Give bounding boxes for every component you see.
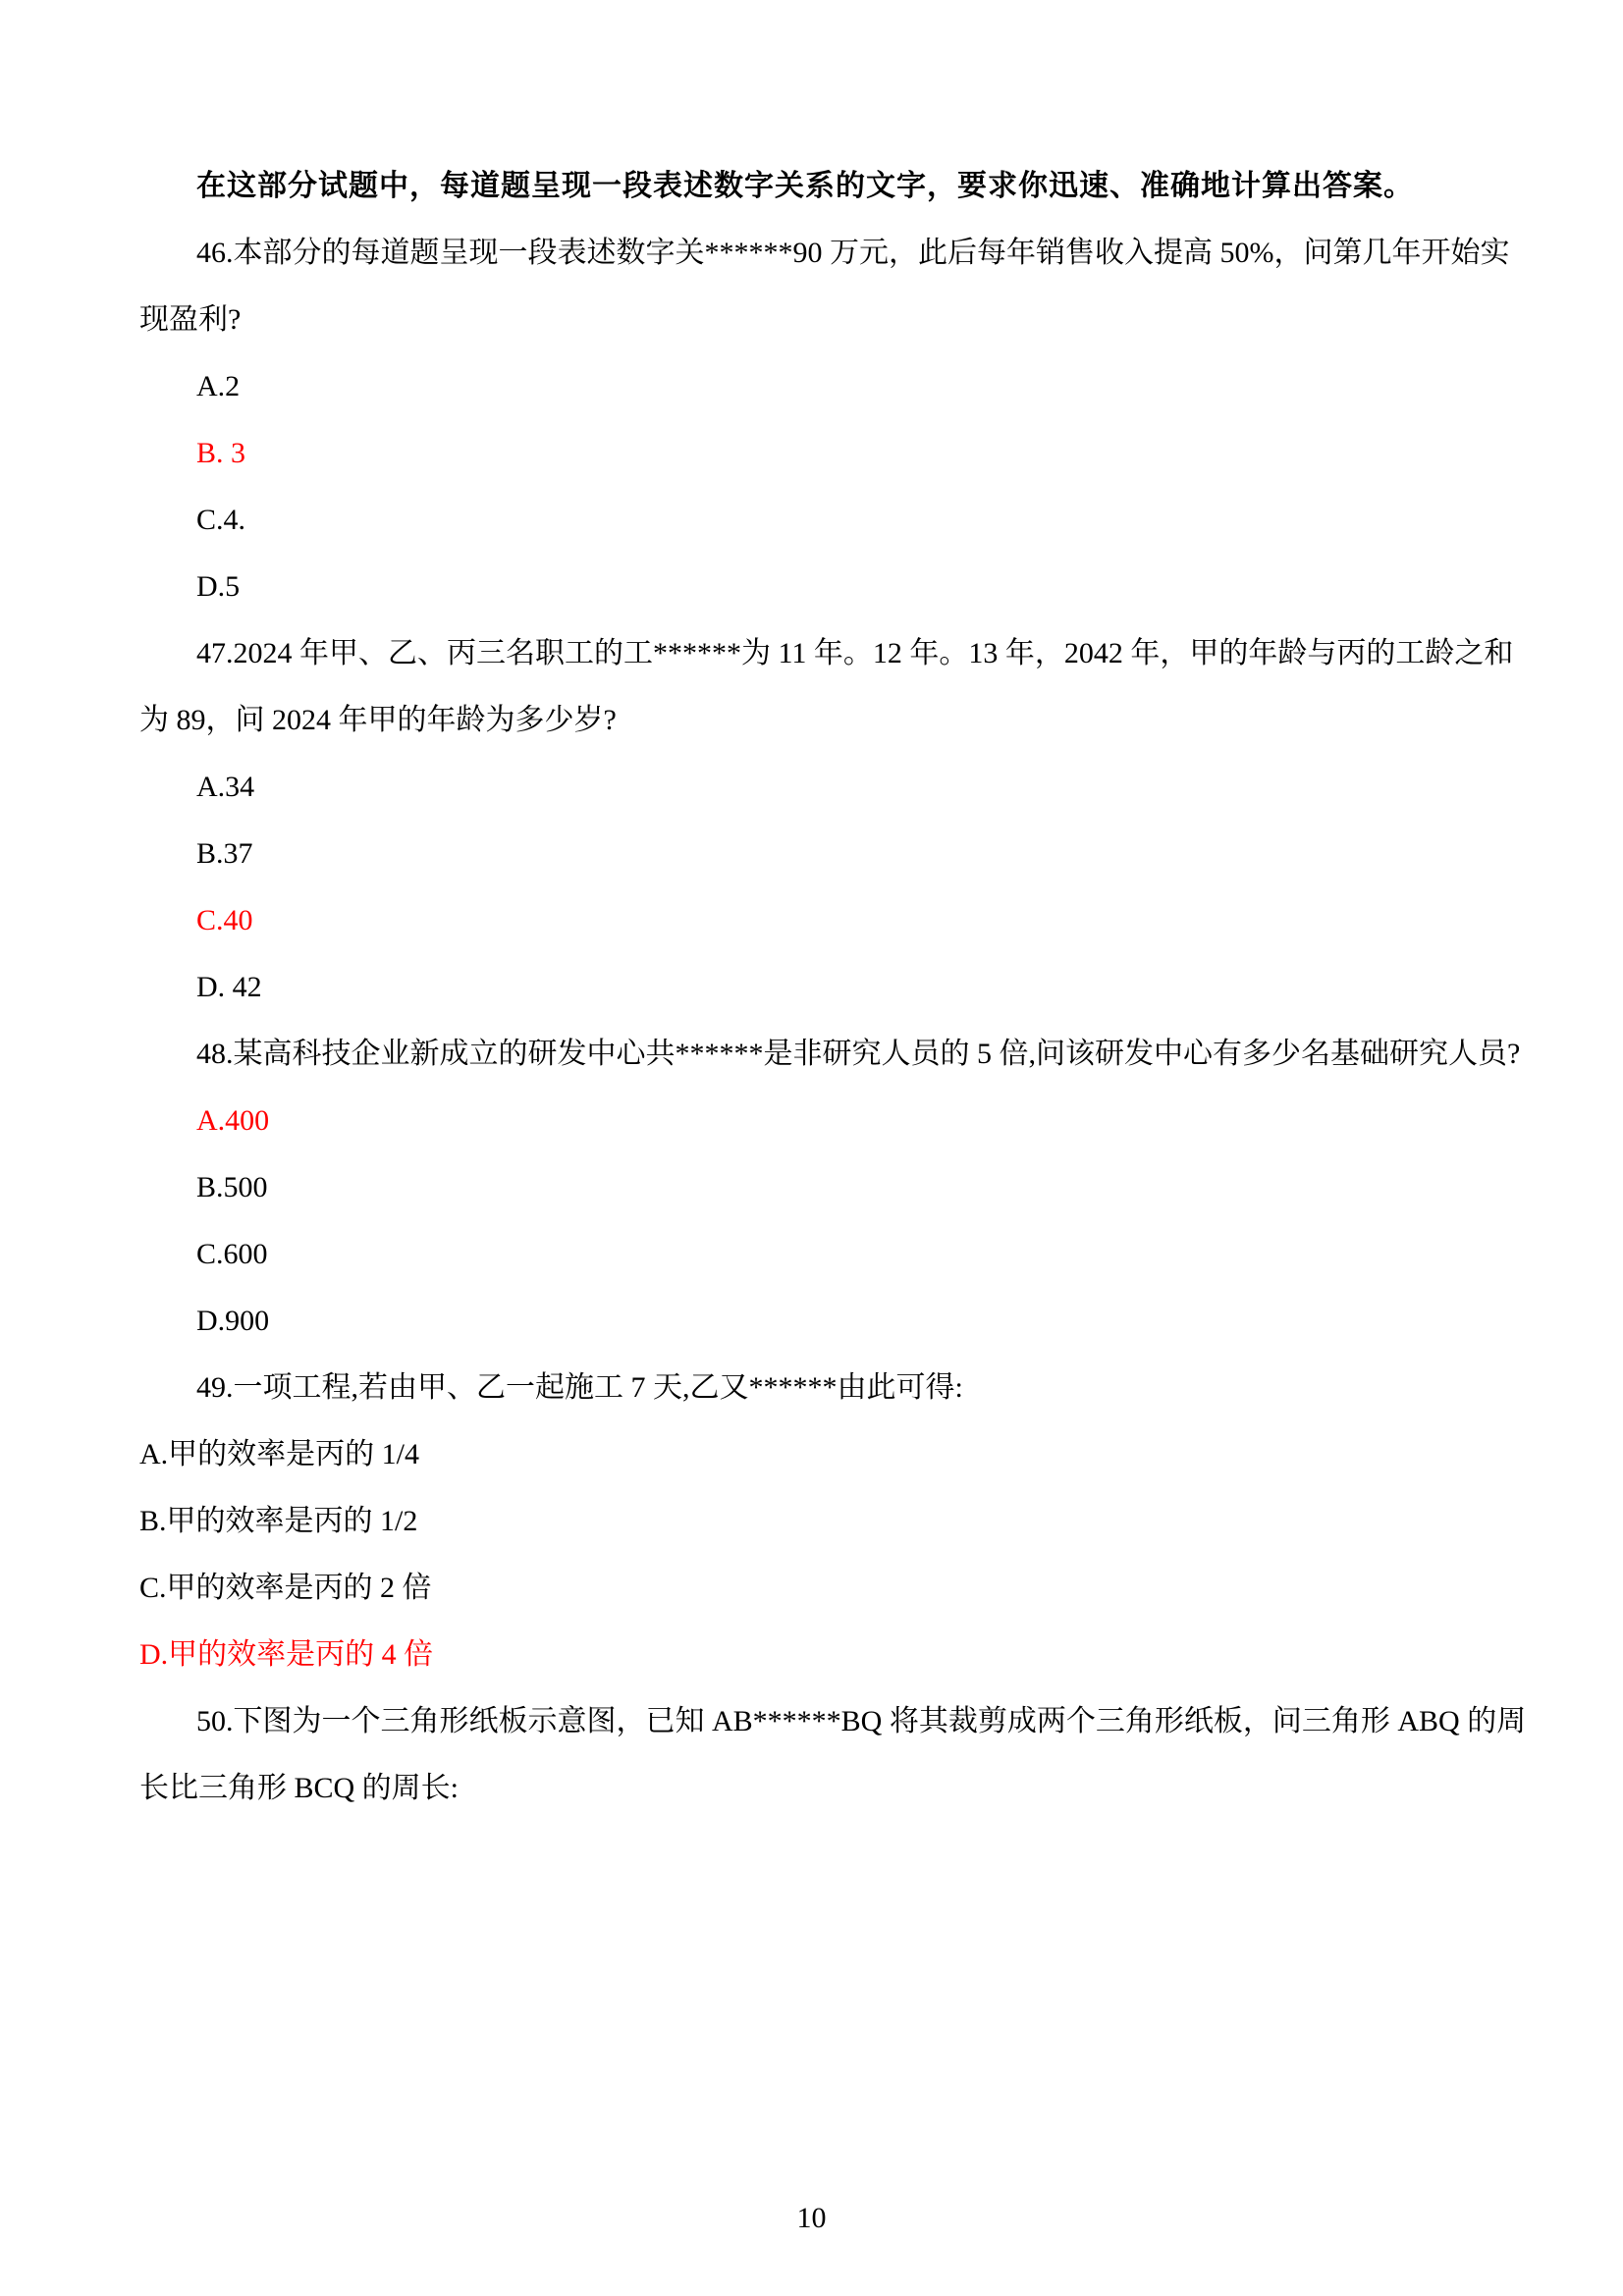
question-47-stem-line-2: 为 89，问 2024 年甲的年龄为多少岁? bbox=[139, 704, 617, 736]
question-48-option-c: C.600 bbox=[196, 1238, 268, 1270]
question-50-stem-line-2: 长比三角形 BCQ 的周长: bbox=[139, 1772, 460, 1804]
question-46-option-a: A.2 bbox=[196, 370, 241, 402]
question-47-stem-line-1: 47.2024 年甲、乙、丙三名职工的工******为 11 年。12 年。13 年，2042 年，甲的年龄与丙的工龄之和 bbox=[196, 637, 1514, 669]
question-46-option-c: C.4. bbox=[196, 504, 246, 536]
question-47-option-c-answer: C.40 bbox=[196, 904, 253, 936]
page-content bbox=[139, 153, 1529, 1822]
question-46-stem-line-2: 现盈利? bbox=[139, 303, 242, 336]
question-48-option-a-answer: A.400 bbox=[196, 1104, 270, 1137]
question-47-option-d: D. 42 bbox=[196, 971, 262, 1003]
question-49-stem-line-1: 49.一项工程,若由甲、乙一起施工 7 天,乙又******由此可得: bbox=[196, 1371, 963, 1404]
question-48-stem-line-1: 48.某高科技企业新成立的研发中心共******是非研究人员的 5 倍,问该研发中心有多少名基础研究人员? bbox=[196, 1038, 1521, 1070]
question-49-option-b: B.甲的效率是丙的 1/2 bbox=[139, 1505, 418, 1537]
question-49-option-c: C.甲的效率是丙的 2 倍 bbox=[139, 1572, 432, 1604]
question-48-option-b: B.500 bbox=[196, 1171, 268, 1203]
question-46-option-d: D.5 bbox=[196, 570, 241, 603]
question-49-option-a: A.甲的效率是丙的 1/4 bbox=[139, 1438, 419, 1470]
question-46-stem-line-1: 46.本部分的每道题呈现一段表述数字关******90 万元，此后每年销售收入提高 50%，问第几年开始实 bbox=[196, 237, 1510, 269]
question-50-stem-line-1: 50.下图为一个三角形纸板示意图，已知 AB******BQ 将其裁剪成两个三角形纸板，问三角形 ABQ 的周 bbox=[196, 1705, 1527, 1737]
page-number: 10 bbox=[796, 2202, 827, 2234]
question-47-option-a: A.34 bbox=[196, 771, 255, 803]
question-47-option-b: B.37 bbox=[196, 837, 253, 870]
section-intro: 在这部分试题中，每道题呈现一段表述数字关系的文字，要求你迅速、准确地计算出答案。 bbox=[196, 170, 1414, 202]
question-49-option-d-answer: D.甲的效率是丙的 4 倍 bbox=[139, 1638, 434, 1671]
question-46-option-b-answer: B. 3 bbox=[196, 437, 246, 469]
question-48-option-d: D.900 bbox=[196, 1305, 270, 1337]
